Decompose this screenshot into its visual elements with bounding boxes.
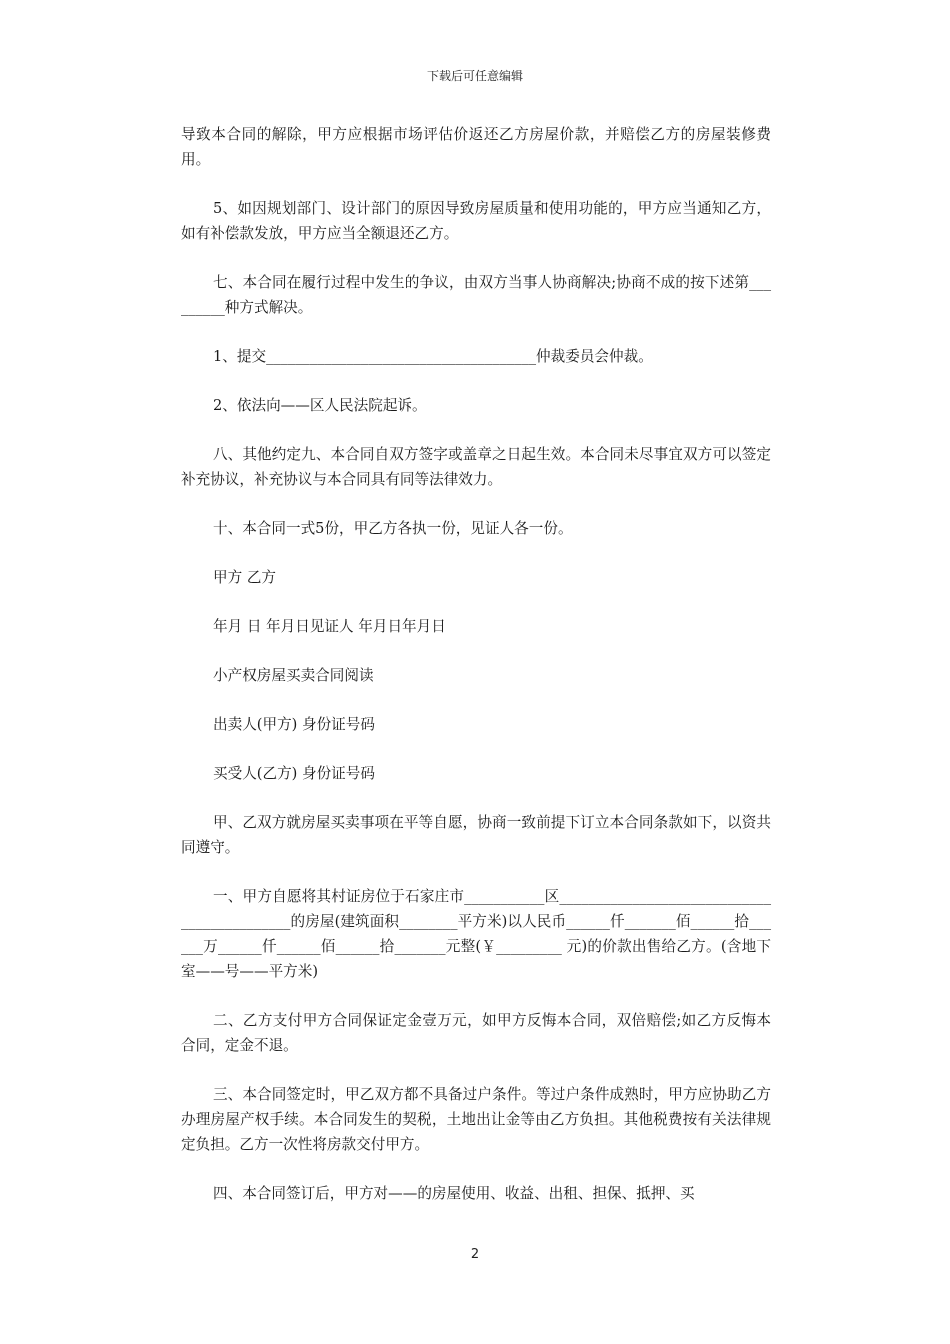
seller-line: 出卖人(甲方) 身份证号码 xyxy=(213,716,375,733)
document-body xyxy=(181,122,771,1230)
section-title: 小产权房屋买卖合同阅读 xyxy=(213,667,374,684)
page-header: 下载后可任意编辑 xyxy=(426,69,523,83)
paragraph-continuation: 导致本合同的解除，甲方应根据市场评估价返还乙方房屋价款，并赔偿乙方的房屋装修费用。 xyxy=(181,126,771,168)
signature-parties: 甲方 乙方 xyxy=(213,569,277,586)
paragraph-clause-5: 5、如因规划部门、设计部门的原因导致房屋质量和使用功能的，甲方应当通知乙方，如有补偿款发放，甲方应当全额退还乙方。 xyxy=(181,200,771,242)
paragraph-clause-3: 三、本合同签定时，甲乙双方都不具备过户条件。等过户条件成熟时，甲方应协助乙方办理房屋产权手续。本合同发生的契税，土地出让金等由乙方负担。其他税费按有关法律规定负担。乙方一次性将房款交付甲方。 xyxy=(181,1086,771,1153)
paragraph-clause-8-9: 八、其他约定九、本合同自双方签字或盖章之日起生效。本合同未尽事宜双方可以签定补充协议，补充协议与本合同具有同等法律效力。 xyxy=(181,446,771,488)
paragraph-preamble: 甲、乙双方就房屋买卖事项在平等自愿，协商一致前提下订立本合同条款如下，以资共同遵守。 xyxy=(181,814,771,856)
paragraph-clause-10: 十、本合同一式5份，甲乙方各执一份，见证人各一份。 xyxy=(213,520,573,537)
paragraph-arbitration: 1、提交_____________________________________仲裁委员会仲裁。 xyxy=(213,348,653,365)
paragraph-clause-4: 四、本合同签订后，甲方对——的房屋使用、收益、出租、担保、抵押、买 xyxy=(213,1185,695,1202)
paragraph-clause-2: 二、乙方支付甲方合同保证定金壹万元，如甲方反悔本合同，双倍赔偿;如乙方反悔本合同，定金不退。 xyxy=(181,1012,771,1054)
paragraph-court: 2、依法向——区人民法院起诉。 xyxy=(213,397,427,414)
paragraph-clause-1: 一、甲方自愿将其村证房位于石家庄市___________区____________________________________________的房屋(建筑面积________平方米)以人民币______仟_______佰______拾______万______仟______佰______拾_______元整(￥_________ 元)的价款出售给乙方。(含地下室——号——平方米) xyxy=(181,888,771,980)
buyer-line: 买受人(乙方) 身份证号码 xyxy=(213,765,375,782)
paragraph-clause-7: 七、本合同在履行过程中发生的争议，由双方当事人协商解决;协商不成的按下述第_________种方式解决。 xyxy=(181,274,771,316)
page-number: 2 xyxy=(470,1247,480,1262)
signature-dates: 年月 日 年月日见证人 年月日年月日 xyxy=(213,618,446,635)
